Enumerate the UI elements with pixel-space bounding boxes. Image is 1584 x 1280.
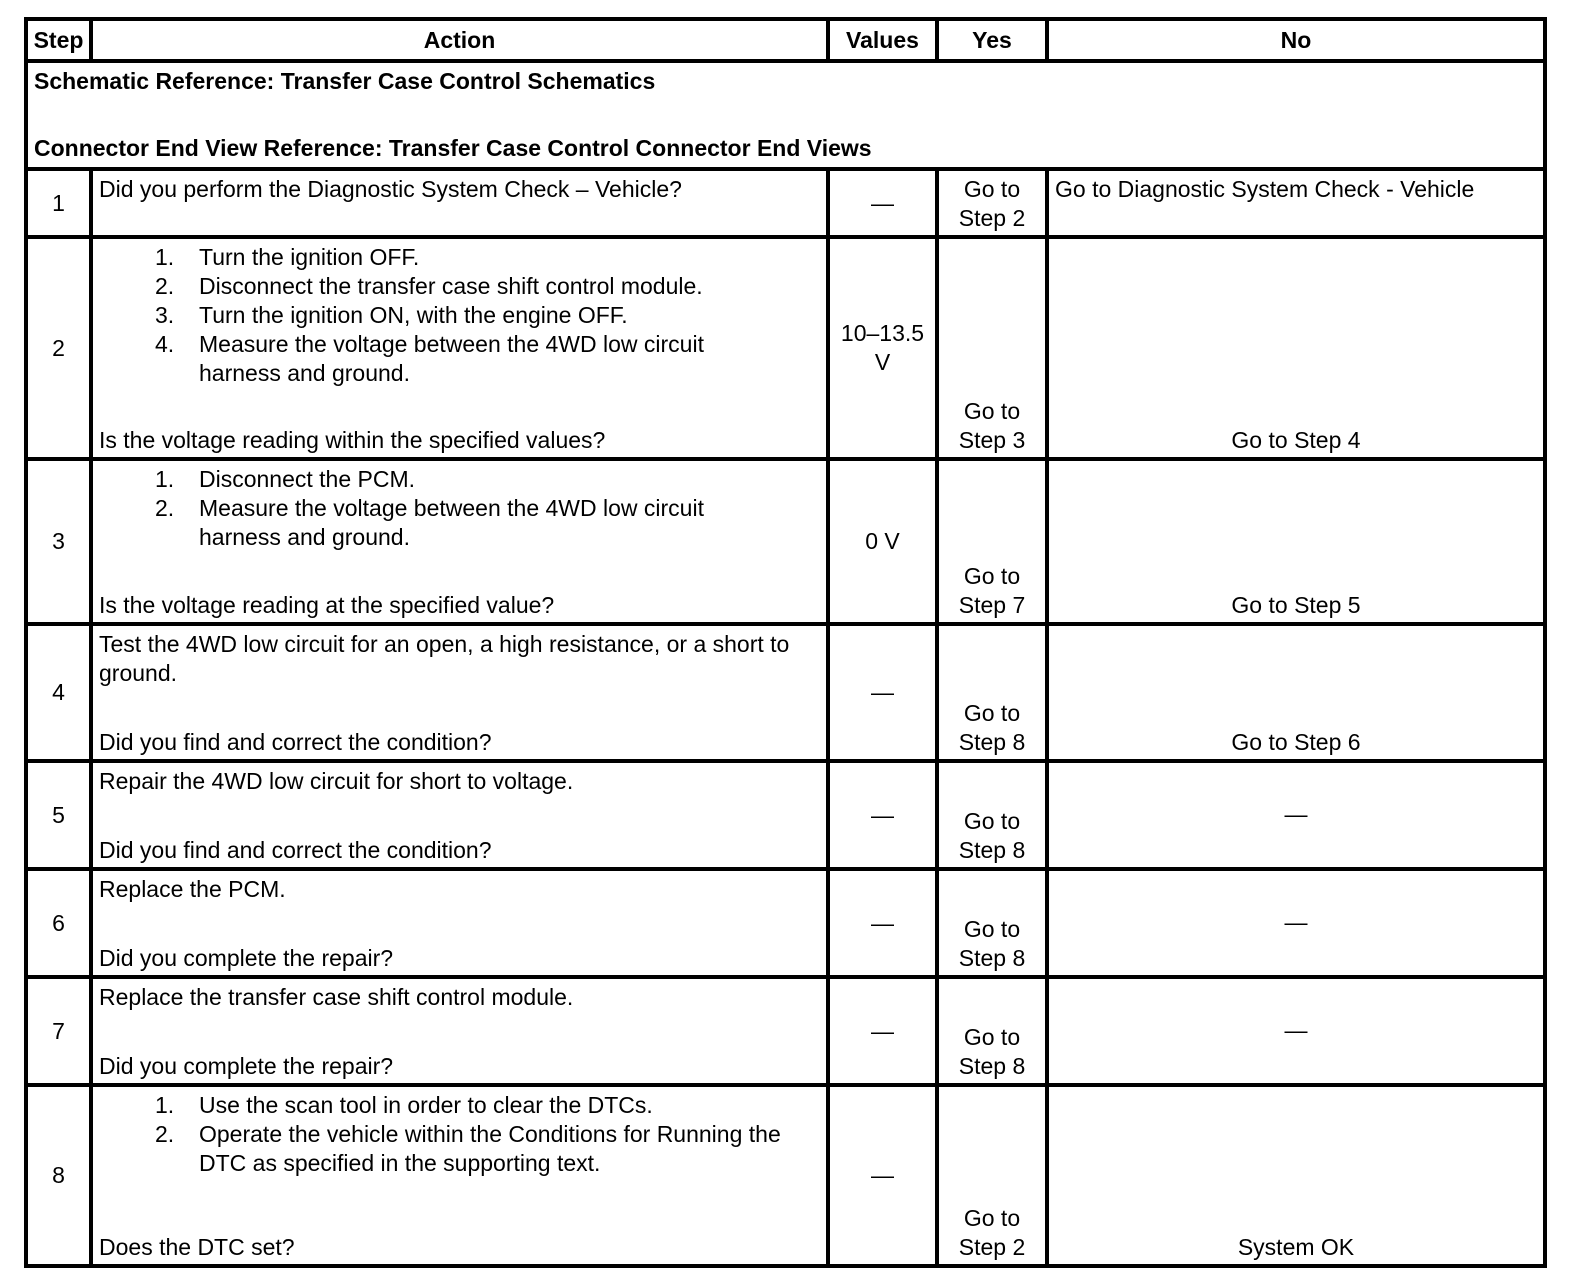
- schematic-reference: Schematic Reference: Transfer Case Control Schematics: [34, 68, 656, 94]
- action-question: Does the DTC set?: [99, 1234, 295, 1260]
- action-question: Is the voltage reading at the specified value?: [99, 592, 555, 618]
- no-cell: Go to Step 5: [1047, 459, 1545, 624]
- header-values: Values: [828, 19, 937, 61]
- no-cell: Go to Step 4: [1047, 237, 1545, 459]
- action-text: Repair the 4WD low circuit for short to voltage.: [99, 768, 574, 794]
- table-row: [26, 761, 1545, 869]
- step-number: 2: [26, 237, 91, 459]
- step-number: 3: [26, 459, 91, 624]
- yes-cell: Go to Step 2: [937, 169, 1047, 237]
- list-item: 1. Use the scan tool in order to clear the DTCs.: [155, 1092, 653, 1118]
- table-row: [26, 459, 1545, 624]
- action-cell: [91, 1085, 828, 1266]
- yes-cell: Go to Step 8: [937, 761, 1047, 869]
- header-row: [26, 19, 1545, 61]
- action-cell: [91, 977, 828, 1085]
- table-row: [26, 237, 1545, 459]
- action-text: Test the 4WD low circuit for an open, a high resistance, or a short to ground.: [99, 631, 790, 686]
- list-item: 1. Turn the ignition OFF.: [155, 244, 420, 270]
- list-item: 3. Turn the ignition ON, with the engine OFF.: [155, 302, 628, 328]
- action-question: Did you complete the repair?: [99, 1053, 394, 1079]
- yes-cell: Go to Step 8: [937, 624, 1047, 761]
- list-item: 1. Disconnect the PCM.: [155, 466, 416, 492]
- yes-cell: Go to Step 8: [937, 869, 1047, 977]
- table-row: [26, 169, 1545, 237]
- no-cell: Go to Step 6: [1047, 624, 1545, 761]
- list-item: 2. Measure the voltage between the 4WD low circuit harness and ground.: [155, 495, 704, 550]
- step-number: 7: [26, 977, 91, 1085]
- header-no: No: [1047, 19, 1545, 61]
- connector-reference: Connector End View Reference: Transfer Case Control Connector End Views: [34, 135, 872, 161]
- yes-cell: Go to Step 2: [937, 1085, 1047, 1266]
- list-item: 4. Measure the voltage between the 4WD low circuit harness and ground.: [155, 331, 704, 386]
- value-cell: —: [828, 761, 937, 869]
- diagnostic-table: [24, 17, 1547, 1268]
- action-cell: [91, 761, 828, 869]
- action-steps: [99, 465, 820, 552]
- header-step: Step: [26, 19, 91, 61]
- value-cell: —: [828, 977, 937, 1085]
- action-question: Did you find and correct the condition?: [99, 729, 492, 755]
- action-question: Did you find and correct the condition?: [99, 837, 492, 863]
- action-cell: [91, 459, 828, 624]
- action-text: Did you perform the Diagnostic System Check – Vehicle?: [99, 176, 682, 202]
- value-cell: 10–13.5 V: [828, 237, 937, 459]
- action-question: Is the voltage reading within the specified values?: [99, 427, 606, 453]
- value-cell: —: [828, 1085, 937, 1266]
- step-number: 6: [26, 869, 91, 977]
- action-steps: [99, 243, 820, 388]
- action-cell: [91, 624, 828, 761]
- action-cell: [91, 869, 828, 977]
- no-cell: —: [1047, 761, 1545, 869]
- table-row: [26, 977, 1545, 1085]
- no-cell: Go to Diagnostic System Check - Vehicle: [1047, 169, 1545, 237]
- yes-cell: Go to Step 7: [937, 459, 1047, 624]
- value-cell: —: [828, 624, 937, 761]
- action-steps: [99, 1091, 820, 1178]
- no-cell: System OK: [1047, 1085, 1545, 1266]
- action-text: Replace the transfer case shift control module.: [99, 984, 574, 1010]
- action-question: Did you complete the repair?: [99, 945, 394, 971]
- list-item: 2. Operate the vehicle within the Conditions for Running the DTC as specified in the supporting text.: [155, 1121, 781, 1176]
- step-number: 4: [26, 624, 91, 761]
- value-cell: 0 V: [828, 459, 937, 624]
- action-cell: [91, 237, 828, 459]
- value-cell: —: [828, 869, 937, 977]
- header-yes: Yes: [937, 19, 1047, 61]
- yes-cell: Go to Step 3: [937, 237, 1047, 459]
- action-text: Replace the PCM.: [99, 876, 286, 902]
- reference-row: [26, 61, 1545, 169]
- action-cell: [91, 169, 828, 237]
- step-number: 1: [26, 169, 91, 237]
- table-row: [26, 1085, 1545, 1266]
- no-cell: —: [1047, 869, 1545, 977]
- no-cell: —: [1047, 977, 1545, 1085]
- step-number: 8: [26, 1085, 91, 1266]
- header-action: Action: [91, 19, 828, 61]
- yes-cell: Go to Step 8: [937, 977, 1047, 1085]
- list-item: 2. Disconnect the transfer case shift control module.: [155, 273, 703, 299]
- step-number: 5: [26, 761, 91, 869]
- table-row: [26, 869, 1545, 977]
- reference-cell: [26, 61, 1545, 169]
- table-row: [26, 624, 1545, 761]
- value-cell: —: [828, 169, 937, 237]
